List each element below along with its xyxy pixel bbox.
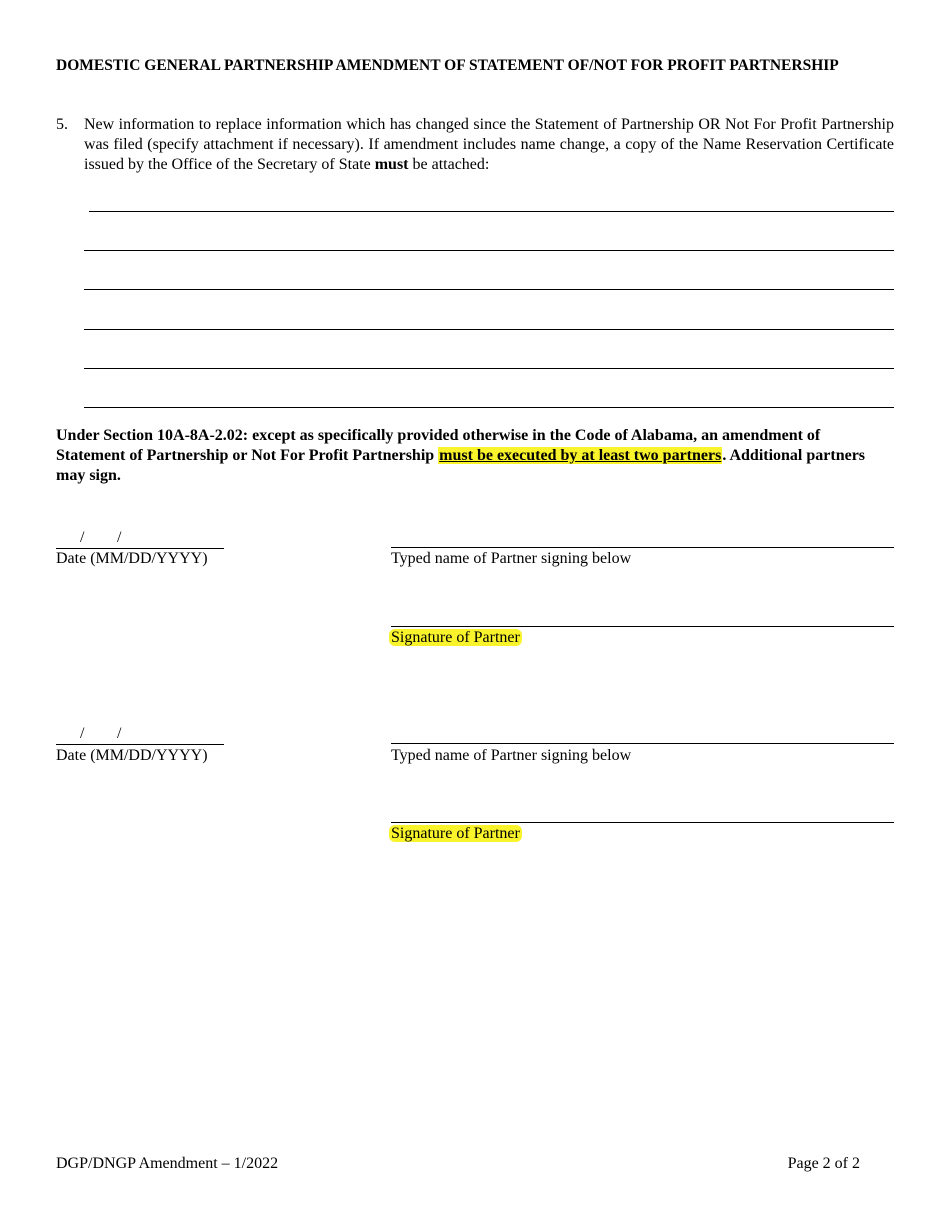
page-title: DOMESTIC GENERAL PARTNERSHIP AMENDMENT OF STATEMENT OF/NOT FOR PROFIT PARTNERSHIP bbox=[56, 57, 839, 74]
date-field-1[interactable] bbox=[56, 528, 224, 549]
signature-label-text: Signature of Partner bbox=[391, 825, 520, 842]
new-info-line-1[interactable] bbox=[89, 211, 894, 212]
date-slash: / bbox=[80, 529, 85, 546]
typed-name-field-1[interactable] bbox=[391, 547, 894, 548]
date-label-1: Date (MM/DD/YYYY) bbox=[56, 550, 208, 567]
new-info-line-4[interactable] bbox=[84, 329, 894, 330]
date-label-2: Date (MM/DD/YYYY) bbox=[56, 747, 208, 764]
date-slash: / bbox=[117, 529, 122, 546]
footer-form-id: DGP/DNGP Amendment – 1/2022 bbox=[56, 1155, 279, 1172]
new-info-line-3[interactable] bbox=[84, 289, 894, 290]
footer-page-number: Page 2 of 2 bbox=[787, 1155, 860, 1172]
date-slash: / bbox=[117, 725, 122, 742]
execution-notice bbox=[56, 426, 876, 486]
item-5-emphasis: must bbox=[374, 156, 409, 173]
typed-name-field-2[interactable] bbox=[391, 743, 894, 744]
notice-text-after: . Additional partners may sign. bbox=[56, 447, 866, 484]
signature-field-2[interactable] bbox=[391, 822, 894, 823]
item-5-instructions bbox=[84, 115, 894, 175]
item-5-text-before: New information to replace information which has changed since the Statement of Partnership OR Not For Profit Partnership was filed (specify attachment if necessary). If amendment includes name change, a copy of the Name Reservation Certificate issued by the Office of the Secretary of State bbox=[84, 116, 894, 173]
notice-highlight: must be executed by at least two partners bbox=[439, 447, 722, 464]
date-field-2[interactable] bbox=[56, 724, 224, 745]
item-number: 5. bbox=[56, 116, 68, 133]
typed-name-label-1: Typed name of Partner signing below bbox=[391, 550, 632, 567]
signature-field-1[interactable] bbox=[391, 626, 894, 627]
item-5-text-after: be attached: bbox=[408, 156, 490, 173]
new-info-line-6[interactable] bbox=[84, 407, 894, 408]
notice-text-before: Under Section 10A-8A-2.02: except as specifically provided otherwise in the Code of Alabama, an amendment of Statement of Partnership or Not For Profit Partnership bbox=[56, 427, 821, 464]
new-info-line-5[interactable] bbox=[84, 368, 894, 369]
new-info-line-2[interactable] bbox=[84, 250, 894, 251]
date-slash: / bbox=[80, 725, 85, 742]
signature-label-1 bbox=[389, 628, 522, 648]
signature-label-2 bbox=[389, 824, 522, 844]
signature-label-text: Signature of Partner bbox=[391, 629, 520, 646]
typed-name-label-2: Typed name of Partner signing below bbox=[391, 747, 632, 764]
